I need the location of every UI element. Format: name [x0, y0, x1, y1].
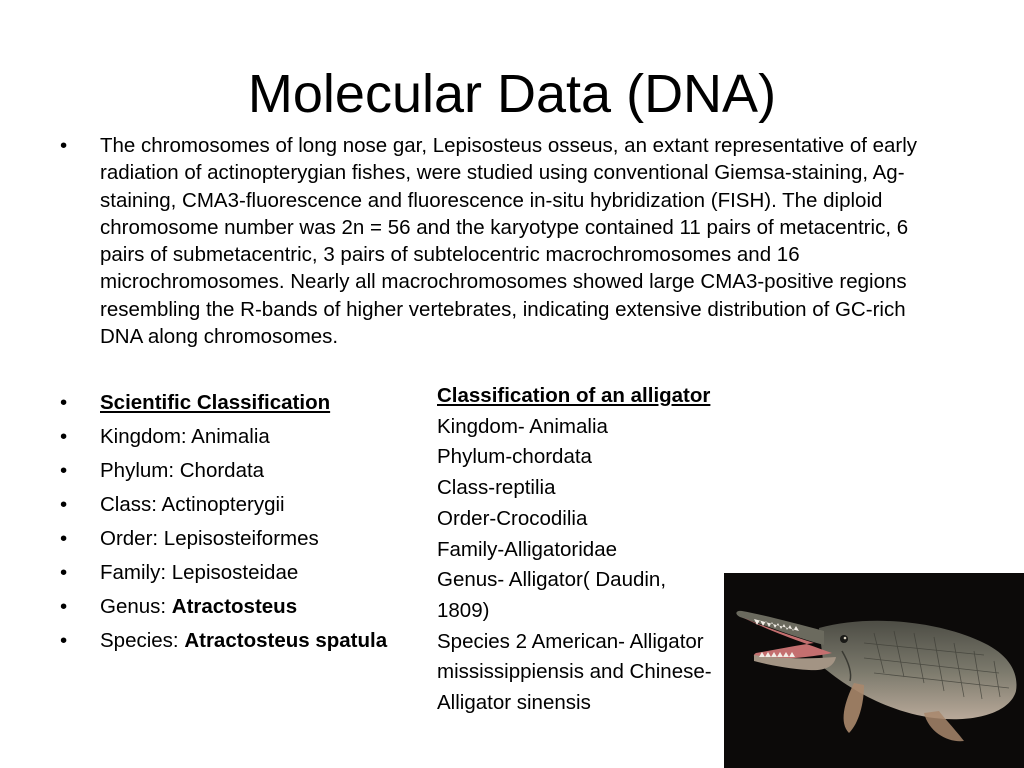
kingdom-item	[60, 420, 420, 454]
gar-fish-icon	[724, 573, 1024, 768]
order-text: Order: Lepisosteiformes	[100, 527, 319, 550]
description-list	[60, 132, 952, 350]
bullet-icon: •	[60, 134, 68, 157]
phylum-item	[60, 454, 420, 488]
alligator-gar-photo	[724, 573, 1024, 768]
bullet-icon: •	[60, 459, 68, 482]
bullet-icon: •	[60, 561, 68, 584]
bullet-icon: •	[60, 391, 68, 414]
kingdom-text: Kingdom: Animalia	[100, 425, 270, 448]
alligator-line: Genus- Alligator( Daudin,	[437, 568, 667, 592]
phylum-text: Phylum: Chordata	[100, 459, 265, 482]
bullet-icon: •	[60, 425, 68, 448]
alligator-line: Species 2 American- Alligator	[437, 629, 704, 653]
alligator-line: Order-Crocodilia	[437, 506, 588, 530]
species-value: Atractosteus spatula	[184, 629, 388, 652]
description-paragraph: The chromosomes of long nose gar, Lepisosteus osseus, an extant representative of early radiation of actinopterygian fishes, were studied using conventional Giemsa-staining, Ag-staining, CMA3-fluorescence and fluorescence in-situ hybridization (FISH). The diploid chromosome number was 2n = 56 and the karyotype contained 11 pairs of metacentric, 6 pairs of submetacentric, 3 pairs of subtelocentric macrochromosomes and 16 microchromosomes. Nearly all macrochromosomes showed large CMA3-positive regions resembling the R-bands of higher vertebrates, indicating extensive distribution of GC-rich DNA along chromosomes.	[100, 134, 918, 349]
scientific-classification-list	[60, 386, 420, 658]
alligator-line: Class-reptilia	[437, 476, 556, 500]
bullet-icon: •	[60, 629, 68, 652]
order-item	[60, 522, 420, 556]
genus-item	[60, 590, 420, 624]
bullet-icon: •	[60, 595, 68, 618]
alligator-classification	[437, 381, 757, 719]
alligator-line: mississippiensis and Chinese-	[437, 660, 712, 684]
class-item	[60, 488, 420, 522]
family-item	[60, 556, 420, 590]
family-text: Family: Lepisosteidae	[100, 561, 299, 584]
genus-value: Atractosteus	[171, 595, 298, 618]
classification-heading: Scientific Classification	[100, 391, 331, 414]
description-item	[60, 132, 952, 350]
alligator-heading: Classification of an alligator	[437, 384, 711, 407]
species-label: Species:	[100, 629, 185, 652]
alligator-line: Family-Alligatoridae	[437, 537, 618, 561]
bullet-icon: •	[60, 527, 68, 550]
genus-label: Genus:	[100, 595, 172, 618]
alligator-line: Kingdom- Animalia	[437, 414, 608, 438]
alligator-line: Phylum-chordata	[437, 445, 592, 469]
class-text: Class: Actinopterygii	[100, 493, 285, 516]
alligator-line: 1809)	[437, 598, 490, 622]
bullet-icon: •	[60, 493, 68, 516]
alligator-line: Alligator sinensis	[437, 691, 591, 715]
species-item	[60, 624, 420, 658]
classification-heading-item	[60, 386, 420, 420]
slide-title: Molecular Data (DNA)	[247, 64, 777, 124]
